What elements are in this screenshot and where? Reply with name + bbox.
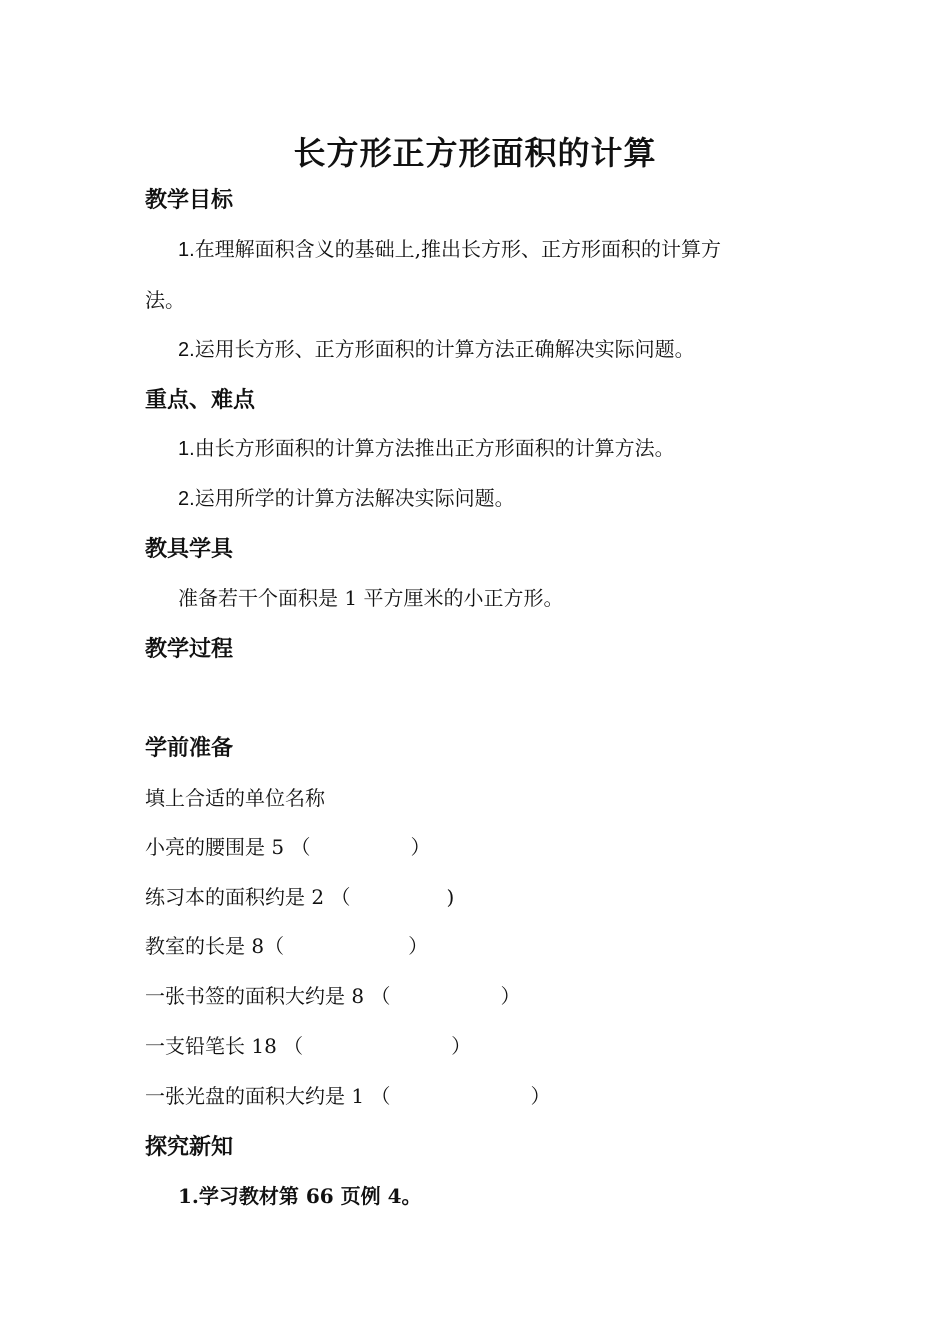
fill-blank-close: ） — [410, 835, 431, 859]
heading-materials: 教具学具 — [145, 536, 234, 562]
heading-keypoints: 重点、难点 — [145, 387, 256, 413]
page-title: 长方形正方形面积的计算 — [293, 134, 657, 172]
objective-item-1-text: 在理解面积含义的基础上,推出长方形、正方形面积的计算方 — [194, 237, 722, 261]
objective-item-2 — [178, 335, 695, 364]
objective-item-1-number: 1. — [178, 239, 195, 261]
fill-blank-prompt: 练习本的面积约是 2 （ — [145, 885, 351, 909]
fill-blank-item-3 — [145, 932, 428, 960]
fill-blank-close: ） — [408, 934, 429, 958]
heading-process: 教学过程 — [145, 636, 234, 662]
explore-item-1: 1.学习教材第 66 页例 4。 — [178, 1184, 422, 1208]
heading-objectives: 教学目标 — [145, 187, 234, 213]
fill-blank-item-5 — [145, 1032, 471, 1060]
materials-text: 准备若干个面积是 1 平方厘米的小正方形。 — [178, 586, 564, 610]
fill-blank-prompt: 一张书签的面积大约是 8 （ — [145, 984, 391, 1008]
keypoint-item-2-number: 2. — [178, 488, 195, 510]
fill-blank-item-6 — [145, 1082, 550, 1110]
keypoint-item-1-text: 由长方形面积的计算方法推出正方形面积的计算方法。 — [194, 436, 675, 460]
fill-blank-close: ） — [500, 984, 521, 1008]
fill-blank-close: ） — [451, 1034, 472, 1058]
heading-preparation: 学前准备 — [145, 735, 234, 761]
objective-item-2-number: 2. — [178, 339, 195, 361]
heading-explore: 探究新知 — [145, 1134, 234, 1160]
fill-blank-item-4 — [145, 982, 520, 1010]
fill-blank-item-2 — [145, 883, 454, 911]
keypoint-item-2 — [178, 484, 515, 513]
fill-blank-close: ） — [530, 1084, 551, 1108]
fill-blank-prompt: 教室的长是 8（ — [145, 934, 285, 958]
fill-blank-close: ) — [446, 885, 455, 909]
objective-item-1 — [178, 235, 721, 264]
objective-item-1-continuation: 法。 — [145, 288, 185, 312]
fill-blank-prompt: 一支铅笔长 18 （ — [145, 1034, 304, 1058]
keypoint-item-1 — [178, 434, 675, 463]
keypoint-item-2-text: 运用所学的计算方法解决实际问题。 — [194, 486, 515, 510]
fill-blank-item-1 — [145, 833, 430, 861]
preparation-instruction: 填上合适的单位名称 — [145, 786, 325, 810]
fill-blank-prompt: 小亮的腰围是 5 （ — [145, 835, 311, 859]
objective-item-2-text: 运用长方形、正方形面积的计算方法正确解决实际问题。 — [194, 337, 695, 361]
keypoint-item-1-number: 1. — [178, 438, 195, 460]
fill-blank-prompt: 一张光盘的面积大约是 1 （ — [145, 1084, 391, 1108]
